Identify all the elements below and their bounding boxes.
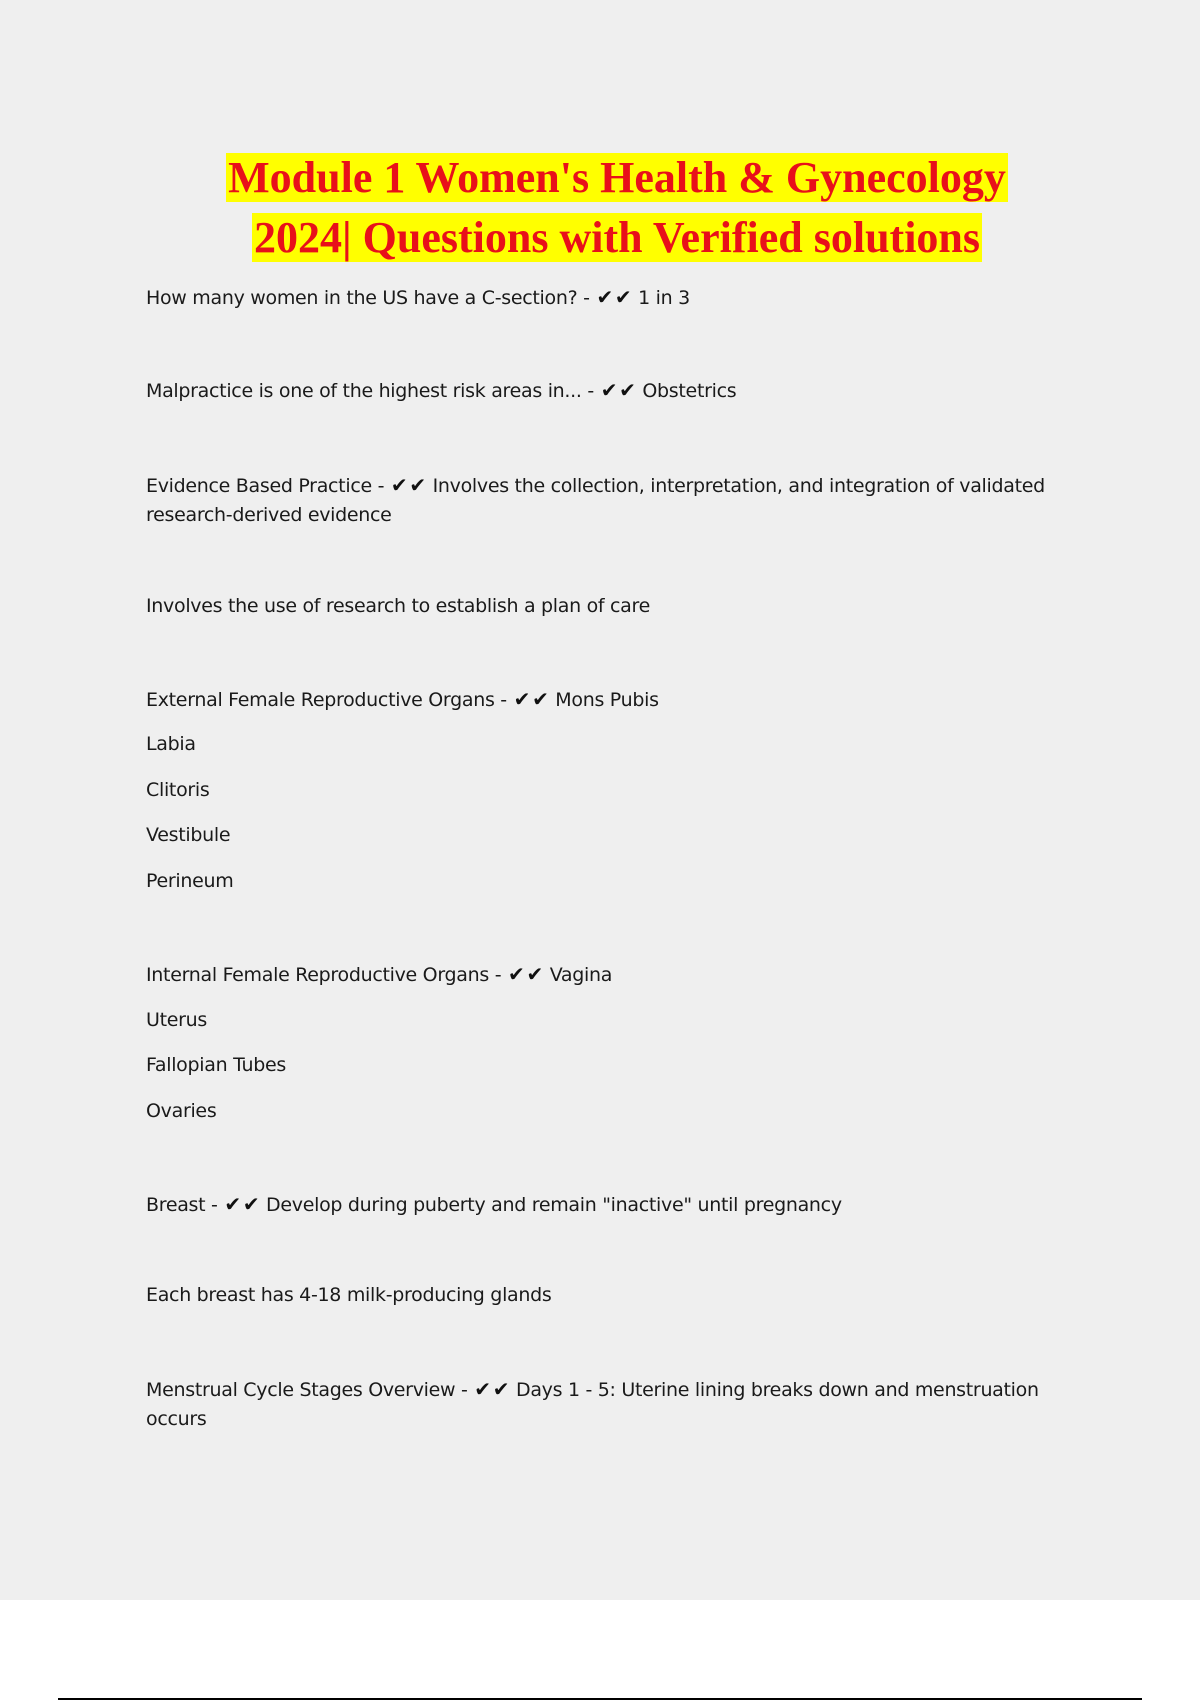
checkmark-icon: ✔ (508, 962, 525, 986)
title-line-2: 2024| Questions with Verified solutions (253, 213, 981, 262)
checkmark-icon: ✔ (513, 687, 531, 711)
checkmark-icon: ✔ (474, 1377, 491, 1401)
qa-answer: Vagina (549, 964, 613, 986)
qa-term: Menstrual Cycle Stages Overview - (146, 1379, 468, 1401)
qa-text: Uterus (146, 1009, 207, 1031)
qa-answer: Develop during puberty and remain "inactive" until pregnancy (266, 1194, 842, 1216)
title-line-1: Module 1 Women's Health & Gynecology (228, 153, 1006, 202)
qa-item (146, 1375, 1066, 1434)
checkmark-icon: ✔ (409, 473, 426, 497)
checkmark-icon: ✔ (600, 378, 618, 402)
qa-text: Ovaries (146, 1100, 217, 1122)
qa-text: Perineum (146, 870, 234, 892)
qa-text: Clitoris (146, 779, 210, 801)
checkmark-icon: ✔ (492, 1377, 510, 1401)
checkmark-icon: ✔ (242, 1192, 260, 1216)
qa-answer: Involves the collection, interpretation, and integration of validated research-derived evidence (146, 475, 1045, 526)
qa-item (146, 685, 1066, 715)
qa-term: How many women in the US have a C-section? - (146, 287, 590, 309)
checkmark-icon: ✔ (390, 473, 408, 497)
qa-term: Malpractice is one of the highest risk areas in... - (146, 380, 594, 402)
qa-answer: 1 in 3 (638, 287, 690, 309)
qa-item (146, 376, 1066, 406)
checkmark-icon: ✔ (614, 285, 632, 309)
qa-text: Labia (146, 733, 196, 755)
qa-text: Each breast has 4-18 milk-producing glands (146, 1284, 552, 1306)
checkmark-icon: ✔ (596, 285, 613, 309)
checkmark-icon: ✔ (619, 378, 636, 402)
qa-item (146, 283, 1066, 313)
qa-item (146, 1190, 1066, 1220)
qa-item (146, 960, 1066, 990)
checkmark-icon: ✔ (224, 1192, 241, 1216)
qa-answer: Obstetrics (642, 380, 737, 402)
qa-text: Vestibule (146, 824, 231, 846)
checkmark-icon: ✔ (526, 962, 543, 986)
document-title (0, 148, 1200, 268)
qa-answer: Days 1 - 5: Uterine lining breaks down and menstruation occurs (146, 1379, 1039, 1430)
qa-item (146, 471, 1066, 530)
qa-term: Internal Female Reproductive Organs - (146, 964, 502, 986)
qa-term: Evidence Based Practice - (146, 475, 385, 497)
qa-answer: Mons Pubis (555, 689, 659, 711)
qa-text: Fallopian Tubes (146, 1054, 286, 1076)
qa-term: External Female Reproductive Organs - (146, 689, 507, 711)
qa-text: Involves the use of research to establish a plan of care (146, 595, 651, 617)
qa-term: Breast - (146, 1194, 218, 1216)
checkmark-icon: ✔ (532, 687, 549, 711)
